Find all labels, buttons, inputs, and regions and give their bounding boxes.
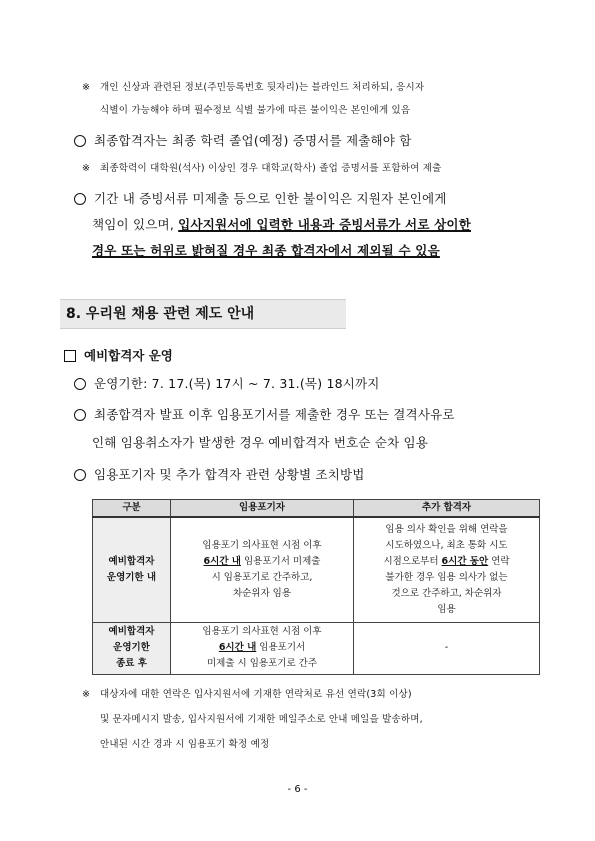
item-text-line-1: 최종합격자 발표 이후 임용포기서를 제출한 경우 또는 결격사유로: [94, 407, 455, 422]
cell-text: 임용포기서 미제출: [240, 555, 321, 567]
cell-line: 불가한 경우 임용 의사가 없는: [385, 571, 508, 583]
note-mark: ※: [82, 163, 91, 174]
item-text: 임용포기자 및 추가 합격자 관련 상황별 조치방법: [94, 467, 365, 482]
cell-line: 임용포기 의사표현 시점 이후: [202, 626, 322, 637]
note-1: [82, 77, 424, 99]
circle-bullet-icon: [74, 409, 86, 421]
cell-waiver-after: [171, 622, 354, 674]
subsection-item-period: [74, 369, 380, 399]
cell-line: [358, 554, 535, 570]
underlined-time: 6시간 동안: [441, 555, 489, 567]
plain-text: 책임이 있으며,: [92, 217, 179, 232]
bullet-final-degree: [74, 126, 412, 156]
circle-bullet-icon: [74, 469, 86, 481]
subsection-heading: [64, 346, 173, 366]
item-text-line-2: 인해 임용취소자가 발생한 경우 예비합격자 번호순 순차 임용: [92, 435, 429, 450]
cell-line: 것으로 간주하고, 차순위자: [391, 587, 502, 599]
circle-bullet-icon: [74, 193, 86, 205]
note-mark: ※: [82, 82, 91, 93]
circle-bullet-icon: [74, 135, 86, 147]
item-text: 운영기한: 7. 17.(목) 17시 ~ 7. 31.(목) 18시까지: [94, 376, 380, 391]
cell-line: 임용 의사 확인을 위해 연락을: [385, 523, 508, 535]
table-header-category: 구분: [93, 500, 171, 518]
bullet-disadvantage-line-1: 기간 내 증빙서류 미제출 등으로 인한 불이익은 지원자 본인에게: [94, 191, 447, 206]
cell-line: 시 임용포기로 간주하고,: [211, 571, 313, 583]
bottom-note-line-2: 및 문자메시지 발송, 입사지원서에 기재한 메일주소로 안내 메일을 발송하며,: [100, 714, 423, 725]
measures-table: [92, 499, 540, 675]
emphasized-text: 입사지원서에 입력한 내용과 증빙서류가 서로 상이한: [178, 217, 471, 232]
row-head-after-period: [93, 622, 171, 674]
checkbox-square-icon: [64, 350, 76, 362]
row-head-line: 운영기한 내: [106, 571, 157, 583]
cell-line: 임용포기 의사표현 시점 이후: [202, 539, 322, 551]
table-header-waiver: 임용포기자: [171, 500, 354, 518]
row-head-line: 예비합격자: [108, 555, 155, 567]
cell-line: [175, 554, 349, 570]
row-head-line: 종료 후: [116, 658, 147, 669]
circle-bullet-icon: [74, 378, 86, 390]
note-2: [82, 158, 441, 180]
note-1-line-2: 식별이 가능해야 하며 필수정보 식별 불가에 따른 불이익은 본인에게 있음: [100, 105, 411, 116]
note-mark: ※: [82, 689, 91, 700]
cell-line: [175, 640, 349, 656]
cell-line: 임용: [437, 603, 456, 615]
subsection-title: 예비합격자 운영: [84, 348, 173, 363]
bottom-note-line-1: 대상자에 대한 연락은 입사지원서에 기재한 연락처로 유선 연락(3회 이상): [100, 689, 412, 700]
cell-waiver-within: [171, 517, 354, 622]
cell-text: 시점으로부터: [383, 555, 442, 567]
row-head-line: 예비합격자: [108, 626, 155, 637]
subsection-item-measures: [74, 460, 365, 490]
table-header-additional: 추가 합격자: [354, 500, 540, 518]
cell-line: 시도하였으나, 최초 통화 시도: [385, 539, 508, 551]
cell-text: 연락: [488, 555, 510, 567]
subsection-item-appointment: [74, 400, 455, 430]
note-1-line-1: 개인 신상과 관련된 정보(주민등록번호 뒷자리)는 블라인드 처리하되, 응시자: [100, 82, 425, 93]
note-2-text: 최종학력이 대학원(석사) 이상인 경우 대학교(학사) 졸업 증명서를 포함하여 제출: [100, 163, 442, 174]
row-head-within-period: [93, 517, 171, 622]
cell-text: 임용포기서: [256, 642, 306, 653]
row-head-line: 운영기한: [113, 642, 150, 653]
underlined-time: 6시간 내: [203, 555, 241, 567]
bottom-note: [82, 684, 412, 706]
emphasized-text: 경우 또는 허위로 밝혀질 경우 최종 합격자에서 제외될 수 있음: [92, 243, 440, 258]
table-row: [93, 622, 540, 674]
bullet-final-degree-text: 최종합격자는 최종 학력 졸업(예정) 증명서를 제출해야 함: [94, 133, 412, 148]
underlined-time: 6시간 내: [218, 642, 257, 653]
table-row: [93, 517, 540, 622]
cell-additional-after: -: [354, 622, 540, 674]
cell-line: 미제출 시 임용포기로 간주: [206, 658, 317, 669]
cell-line: 차순위자 임용: [232, 587, 292, 599]
page-number: - 6 -: [287, 784, 308, 795]
cell-additional-within: [354, 517, 540, 622]
bottom-note-line-3: 안내된 시간 경과 시 임용포기 확정 예정: [100, 739, 270, 750]
bullet-disadvantage-line-3: [92, 236, 440, 266]
section-title: 8. 우리원 채용 관련 제도 안내: [60, 299, 346, 329]
table-header-row: [93, 500, 540, 518]
